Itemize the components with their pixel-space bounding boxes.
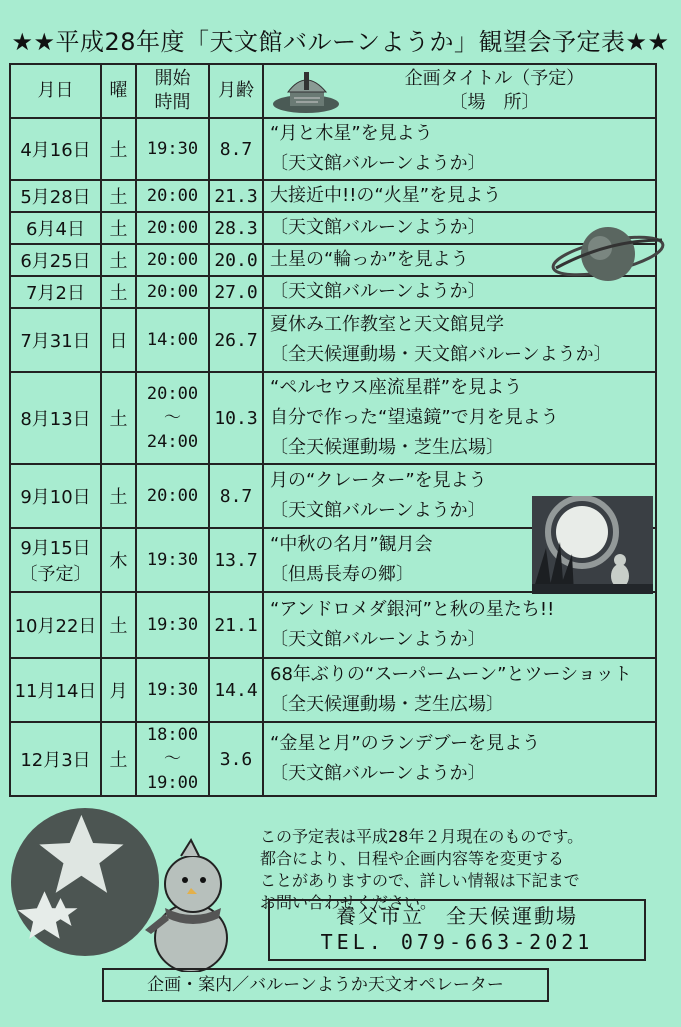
row-moon-age: 14.4 (209, 658, 263, 722)
row-start-time (136, 464, 209, 528)
row-time-line1: 19:30 (146, 680, 199, 700)
row-event (263, 180, 656, 212)
row-date (10, 212, 101, 244)
row-event-line: 夏休み工作教室と天文館見学 (270, 314, 504, 335)
row-day: 土 (101, 180, 136, 212)
row-day: 木 (101, 528, 136, 592)
contact-box (268, 899, 646, 961)
observatory-icon (272, 68, 340, 114)
row-event-line: 月の“クレーター”を見よう (270, 470, 487, 491)
row-day: 日 (101, 308, 136, 372)
table-row (10, 592, 656, 658)
row-time-line3: 24:00 (146, 432, 199, 452)
row-time-line1: 14:00 (146, 330, 199, 350)
header-title-line2: 〔場 所〕 (449, 92, 540, 113)
row-time-line1: 19:30 (146, 550, 199, 570)
row-date-line1: 6月25日 (20, 251, 91, 272)
row-date (10, 592, 101, 658)
contact-name: 養父市立 全天候運動場 (336, 904, 578, 928)
row-start-time (136, 244, 209, 276)
row-event-line: “アンドロメダ銀河”と秋の星たち!! (270, 599, 555, 620)
row-date-line2: 〔予定〕 (19, 564, 92, 585)
row-event-line: 〔天文館バルーンようか〕 (270, 629, 486, 650)
header-moon-age: 月齢 (209, 64, 263, 118)
row-date-line1: 11月14日 (14, 681, 97, 702)
row-event-line: 〔天文館バルーンようか〕 (270, 763, 486, 784)
row-event-line: “月と木星”を見よう (270, 123, 433, 144)
row-date-line1: 6月4日 (26, 219, 85, 240)
row-start-time (136, 592, 209, 658)
row-event-line: 〔天文館バルーンようか〕 (270, 281, 486, 302)
row-time-line3: 19:00 (146, 773, 199, 793)
row-date (10, 244, 101, 276)
row-event-line: “中秋の名月”観月会 (270, 534, 433, 555)
schedule-table (9, 63, 657, 797)
row-date (10, 372, 101, 464)
row-date-line1: 9月10日 (20, 487, 91, 508)
row-date (10, 308, 101, 372)
row-moon-age: 27.0 (209, 276, 263, 308)
row-start-time (136, 180, 209, 212)
row-time-line1: 20:00 (146, 186, 199, 206)
row-day: 土 (101, 464, 136, 528)
row-time-line1: 20:00 (146, 218, 199, 238)
row-start-time (136, 658, 209, 722)
row-start-time (136, 722, 209, 796)
row-day: 土 (101, 592, 136, 658)
row-start-time (136, 372, 209, 464)
table-row (10, 658, 656, 722)
row-event-line: “ペルセウス座流星群”を見よう (270, 377, 523, 398)
header-time-line1: 開始 (154, 68, 191, 89)
row-date (10, 276, 101, 308)
row-moon-age: 13.7 (209, 528, 263, 592)
row-date-line1: 7月2日 (26, 283, 85, 304)
row-event-line: 〔天文館バルーンようか〕 (270, 500, 486, 521)
row-start-time (136, 308, 209, 372)
row-event-line: “金星と月”のランデブーを見よう (270, 733, 541, 754)
row-time-line1: 19:30 (146, 139, 199, 159)
row-day: 土 (101, 722, 136, 796)
header-title-line1: 企画タイトル（予定） (404, 68, 585, 89)
row-event (263, 658, 656, 722)
row-moon-age: 8.7 (209, 118, 263, 180)
row-day: 土 (101, 212, 136, 244)
table-row (10, 372, 656, 464)
row-time-line2: ～ (164, 408, 181, 428)
mascot-character (5, 806, 250, 972)
row-date-line1: 12月3日 (20, 750, 91, 771)
table-row (10, 308, 656, 372)
table-row (10, 180, 656, 212)
moon-photo (532, 496, 653, 594)
row-time-line1: 20:00 (146, 384, 199, 404)
row-event-line: 〔全天候運動場・天文館バルーンようか〕 (270, 344, 612, 365)
schedule-note: この予定表は平成28年２月現在のものです。 都合により、日程や企画内容等を変更する ことがありますので、詳しい情報は下記まで お問い合わせください。 (260, 827, 584, 912)
row-moon-age: 26.7 (209, 308, 263, 372)
row-date (10, 464, 101, 528)
row-event-line: 〔但馬長寿の郷〕 (270, 564, 414, 585)
header-day: 曜 (101, 64, 136, 118)
row-event-line: 68年ぶりの“スーパームーン”とツーショット (270, 664, 632, 685)
row-date-line1: 9月15日 (20, 538, 91, 559)
row-moon-age: 10.3 (209, 372, 263, 464)
row-day: 月 (101, 658, 136, 722)
row-date-line1: 10月22日 (14, 616, 97, 637)
row-event-line: 〔天文館バルーンようか〕 (270, 153, 486, 174)
header-start-time (136, 64, 209, 118)
row-start-time (136, 528, 209, 592)
table-row (10, 118, 656, 180)
row-time-line1: 19:30 (146, 615, 199, 635)
row-date-line1: 4月16日 (20, 140, 91, 161)
row-time-line1: 20:00 (146, 250, 199, 270)
row-start-time (136, 118, 209, 180)
row-start-time (136, 276, 209, 308)
row-date (10, 528, 101, 592)
row-moon-age: 8.7 (209, 464, 263, 528)
row-moon-age: 3.6 (209, 722, 263, 796)
row-date-line1: 5月28日 (20, 187, 91, 208)
saturn-icon (548, 210, 666, 298)
row-day: 土 (101, 118, 136, 180)
contact-tel: TEL. 079-663-2021 (320, 930, 594, 954)
header-time-line2: 時間 (154, 92, 191, 113)
row-moon-age: 20.0 (209, 244, 263, 276)
row-date (10, 180, 101, 212)
header-event-title (263, 64, 656, 118)
row-event (263, 118, 656, 180)
table-row (10, 722, 656, 796)
row-time-line2: ～ (164, 749, 181, 769)
row-event-line: 自分で作った“望遠鏡”で月を見よう (270, 407, 559, 428)
row-event-line: 大接近中!!の“火星”を見よう (270, 185, 502, 206)
row-day: 土 (101, 372, 136, 464)
page-title: ★★平成28年度「天文館バルーンようか」観望会予定表★★ (11, 28, 670, 56)
row-day: 土 (101, 276, 136, 308)
row-event-line: 〔全天候運動場・芝生広場〕 (270, 694, 504, 715)
planner-credit: 企画・案内／バルーンようか天文オペレーター (102, 968, 549, 1002)
row-event (263, 308, 656, 372)
row-event-line: 〔全天候運動場・芝生広場〕 (270, 437, 504, 458)
table-header-row (10, 64, 656, 118)
row-day: 土 (101, 244, 136, 276)
header-date: 月日 (10, 64, 101, 118)
row-event-line: 〔天文館バルーンようか〕 (270, 217, 486, 238)
row-event-line: 土星の“輪っか”を見よう (270, 249, 469, 270)
row-event (263, 592, 656, 658)
row-date-line1: 8月13日 (20, 409, 91, 430)
row-date-line1: 7月31日 (20, 331, 91, 352)
row-event (263, 722, 656, 796)
row-date (10, 722, 101, 796)
row-date (10, 118, 101, 180)
row-time-line1: 20:00 (146, 282, 199, 302)
row-time-line1: 18:00 (146, 725, 199, 745)
row-moon-age: 28.3 (209, 212, 263, 244)
row-date (10, 658, 101, 722)
row-moon-age: 21.3 (209, 180, 263, 212)
row-event (263, 372, 656, 464)
row-time-line1: 20:00 (146, 486, 199, 506)
row-moon-age: 21.1 (209, 592, 263, 658)
row-start-time (136, 212, 209, 244)
